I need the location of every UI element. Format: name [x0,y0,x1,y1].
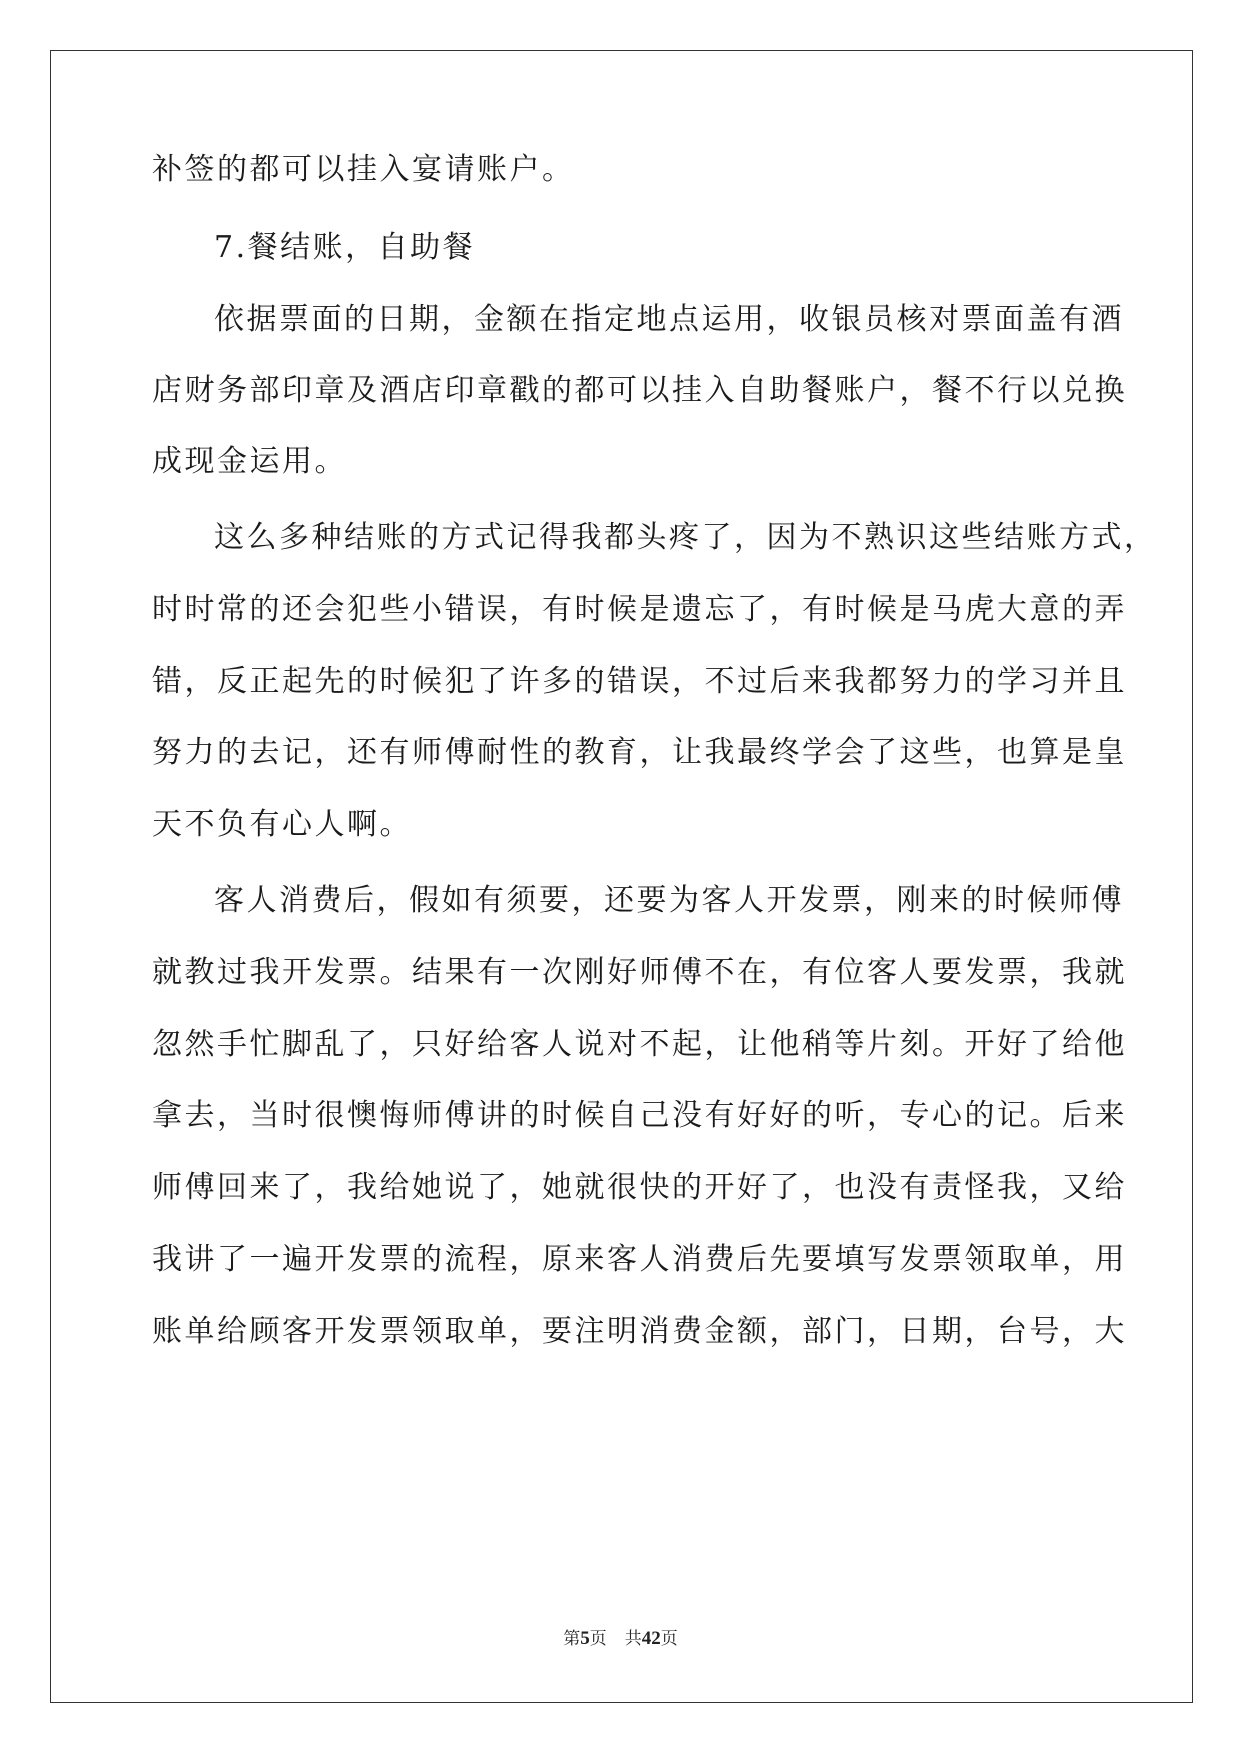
text-line-17: 账单给顾客开发票领取单，要注明消费金额，部门，日期，台号，大 [152,1314,1127,1349]
text-line-1: 补签的都可以挂入宴请账户。 [152,152,575,187]
text-line-7: 时时常的还会犯些小错误，有时候是遗忘了，有时候是马虎大意的弄 [152,592,1127,627]
text-line-9: 努力的去记，还有师傅耐性的教育，让我最终学会了这些，也算是皇 [152,735,1127,770]
text-line-6: 这么多种结账的方式记得我都头疼了，因为不熟识这些结账方式， [214,520,1157,555]
text-line-5: 成现金运用。 [152,444,347,479]
page-border [50,50,1193,1703]
text-line-15: 师傅回来了，我给她说了，她就很快的开好了，也没有责怪我，又给 [152,1170,1127,1205]
text-line-13: 忽然手忙脚乱了，只好给客人说对不起，让他稍等片刻。开好了给他 [152,1027,1127,1062]
page-number: 5 [580,1628,590,1649]
page-suffix: 页 [589,1629,607,1649]
text-line-3: 依据票面的日期，金额在指定地点运用，收银员核对票面盖有酒 [214,302,1124,337]
page-prefix: 第 [563,1629,581,1649]
text-line-12: 就教过我开发票。结果有一次刚好师傅不在，有位客人要发票，我就 [152,955,1127,990]
section-heading: 7.餐结账，自助餐 [214,230,476,265]
page-footer [0,1628,1241,1650]
text-line-4: 店财务部印章及酒店印章戳的都可以挂入自助餐账户，餐不行以兑换 [152,373,1127,408]
text-line-14: 拿去，当时很懊悔师傅讲的时候自己没有好好的听，专心的记。后来 [152,1098,1127,1133]
text-line-16: 我讲了一遍开发票的流程，原来客人消费后先要填写发票领取单，用 [152,1242,1127,1277]
text-line-8: 错，反正起先的时候犯了许多的错误，不过后来我都努力的学习并且 [152,664,1127,699]
total-pages: 42 [641,1628,661,1649]
text-line-10: 天不负有心人啊。 [152,807,412,842]
total-suffix: 页 [660,1629,678,1649]
text-line-11: 客人消费后，假如有须要，还要为客人开发票，刚来的时候师傅 [214,883,1124,918]
total-prefix: 共 [624,1629,642,1649]
